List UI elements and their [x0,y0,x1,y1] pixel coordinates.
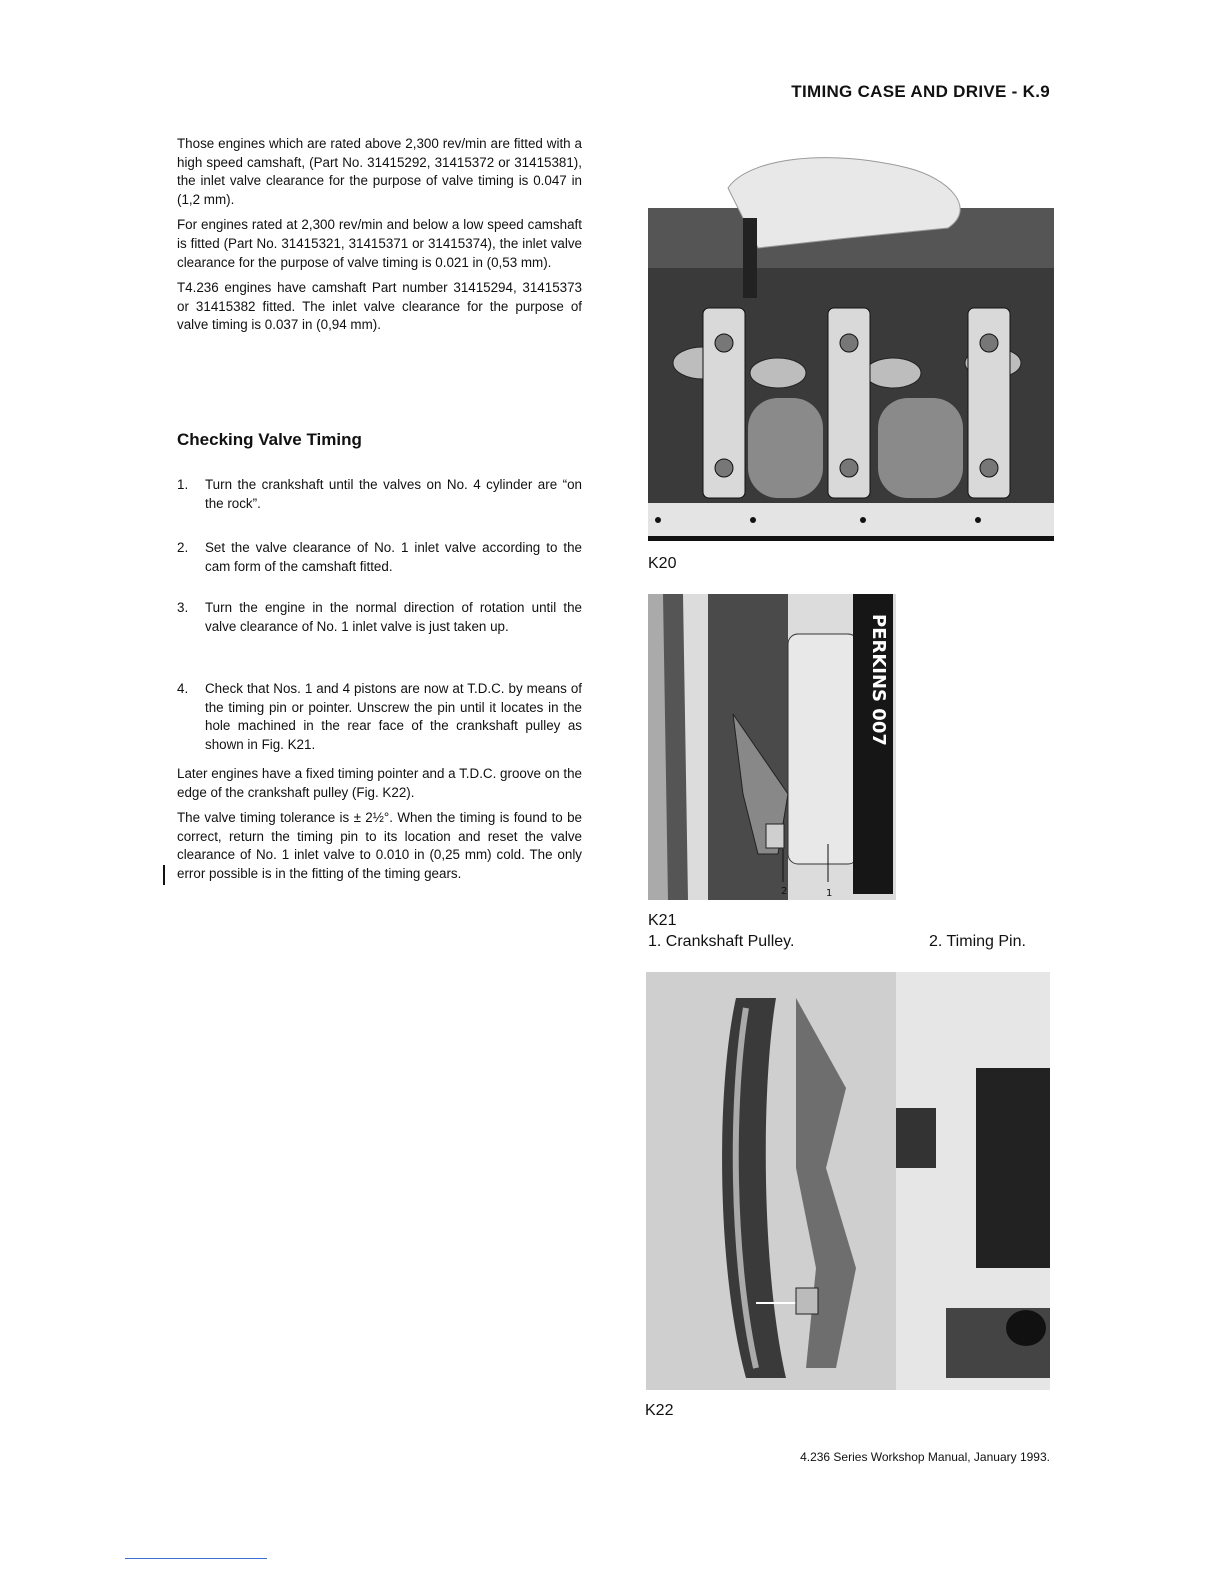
closing-text [177,765,582,891]
figure-k21-photo [648,594,896,900]
step-text: Set the valve clearance of No. 1 inlet valve according to the cam form of the camshaft fitted. [205,540,582,574]
closing-paragraph [177,809,582,883]
figure-k21-label: K21 [648,912,677,929]
page-header: TIMING CASE AND DRIVE - K.9 [791,82,1050,101]
closing-paragraph-text: The valve timing tolerance is ± 2½°. When the timing is found to be correct, return the timing pin to its location and reset the valve clearance of No. 1 inlet valve to 0.010 in (0,25 mm) cold. The only error possible is in the fitting of the timing gears. [177,810,582,881]
engine-block-illustration [648,148,1054,546]
figure-k20-photo [648,148,1054,546]
intro-paragraph: Those engines which are rated above 2,300 rev/min are fitted with a high speed camshaft, (Part No. 31415292, 31415372 or 31415381), the inlet valve clearance for the purpose of valve timing is 0.047 in (1,2 mm). [177,136,582,207]
step-number: 4. [177,681,189,696]
crankshaft-pulley-illustration [648,594,896,900]
step-item [177,680,582,754]
left-column [177,135,582,881]
figure-k20-label: K20 [648,555,677,572]
figure-k21-legend-2: 2. Timing Pin. [929,933,1026,950]
step-number: 1. [177,477,189,492]
closing-paragraph: Later engines have a fixed timing pointer and a T.D.C. groove on the edge of the crankshaft pulley (Fig. K22). [177,766,582,800]
revision-bar [163,865,165,885]
intro-paragraph: T4.236 engines have camshaft Part number 31415294, 31415373 or 31415382 fitted. The inlet valve clearance for the purpose of valve timing is 0.037 in (0,94 mm). [177,280,582,333]
intro-paragraph: For engines rated at 2,300 rev/min and below a low speed camshaft is fitted (Part No. 31415321, 31415371 or 31415374), the inlet valve clearance for the purpose of valve timing is 0.021 in (0,53 mm). [177,217,582,270]
pulley-text: PERKINS 007 [868,614,889,746]
step-text: Check that Nos. 1 and 4 pistons are now at T.D.C. by means of the timing pin or pointer. Unscrew the pin until it locates in the hole machined in the rear face of the crankshaft pulley as shown in Fig. K21. [205,681,582,752]
callout-1: 1 [826,888,833,899]
step-number: 3. [177,600,189,615]
step-number: 2. [177,540,189,555]
timing-pointer-illustration [646,968,1050,1390]
step-item [177,599,582,636]
section-heading: Checking Valve Timing [177,430,362,449]
figure-k21-legend-1: 1. Crankshaft Pulley. [648,933,795,950]
bottom-rule [125,1558,267,1559]
callout-2: 2 [781,886,788,897]
intro-text [177,135,582,335]
page-footer: 4.236 Series Workshop Manual, January 1993. [800,1450,1050,1464]
step-item [177,476,582,513]
figure-k22-photo [646,968,1050,1390]
figure-k22-label: K22 [645,1402,674,1419]
step-text: Turn the engine in the normal direction of rotation until the valve clearance of No. 1 inlet valve is just taken up. [205,600,582,634]
step-item [177,539,582,576]
step-text: Turn the crankshaft until the valves on No. 4 cylinder are “on the rock”. [205,477,582,511]
